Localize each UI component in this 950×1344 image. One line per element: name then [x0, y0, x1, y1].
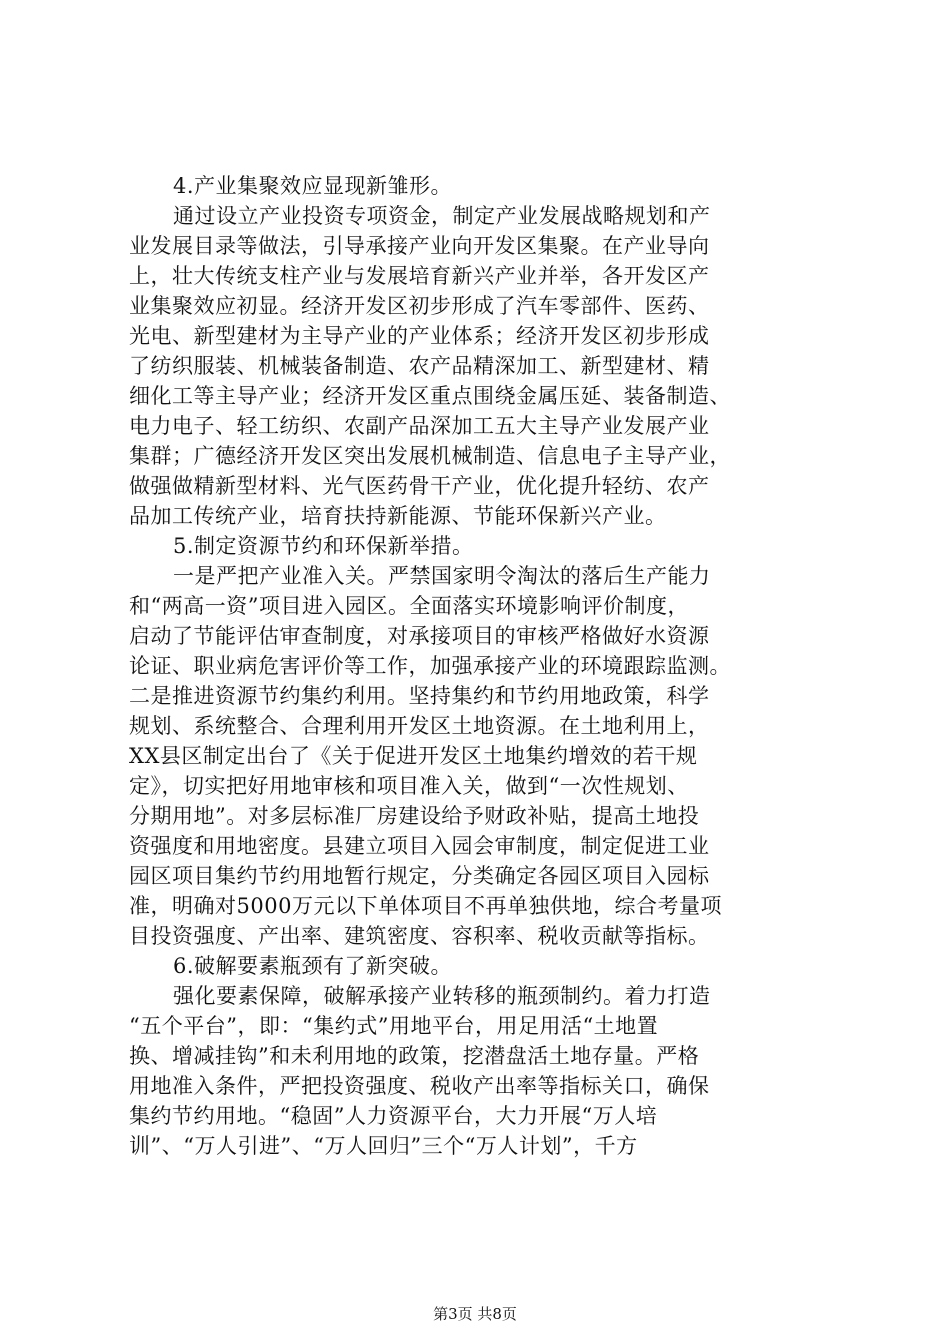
paragraph-line: 业集聚效应初显。经济开发区初步形成了汽车零部件、医药、 — [129, 294, 710, 318]
heading-section-5: 5.制定资源节约和环保新举措。 — [173, 534, 474, 558]
paragraph-line: 目投资强度、产出率、建筑密度、容积率、税收贡献等指标。 — [129, 924, 710, 948]
paragraph-line: 准，明确对5000万元以下单体项目不再单独供地，综合考量项 — [129, 894, 722, 918]
paragraph-line: 细化工等主导产业；经济开发区重点围绕金属压延、装备制造、 — [129, 384, 731, 408]
paragraph-line: 通过设立产业投资专项资金，制定产业发展战略规划和产 — [173, 204, 711, 228]
paragraph-line: 园区项目集约节约用地暂行规定，分类确定各园区项目入园标 — [129, 864, 710, 888]
paragraph-line: 用地准入条件，严把投资强度、税收产出率等指标关口，确保 — [129, 1074, 710, 1098]
paragraph-line: 业发展目录等做法，引导承接产业向开发区集聚。在产业导向 — [129, 234, 710, 258]
paragraph-line: 和“两高一资”项目进入园区。全面落实环境影响评价制度， — [129, 594, 689, 618]
page-number-footer: 第3页 共8页 — [433, 1305, 517, 1323]
paragraph-line: 上，壮大传统支柱产业与发展培育新兴产业并举，各开发区产 — [129, 264, 710, 288]
paragraph-line: 集群；广德经济开发区突出发展机械制造、信息电子主导产业， — [129, 444, 731, 468]
paragraph-line: “五个平台”，即：“集约式”用地平台，用足用活“土地置 — [129, 1014, 659, 1038]
paragraph-line: 启动了节能评估审查制度，对承接项目的审核严格做好水资源 — [129, 624, 710, 648]
paragraph-line: 做强做精新型材料、光气医药骨干产业，优化提升轻纺、农产 — [129, 474, 710, 498]
paragraph-line: 换、增减挂钩”和未利用地的政策，挖潜盘活土地存量。严格 — [129, 1044, 700, 1068]
paragraph-line: 集约节约用地。“稳固”人力资源平台，大力开展“万人培 — [129, 1104, 658, 1128]
paragraph-line: 二是推进资源节约集约利用。坚持集约和节约用地政策，科学 — [129, 684, 710, 708]
paragraph-line: 资强度和用地密度。县建立项目入园会审制度，制定促进工业 — [129, 834, 710, 858]
paragraph-line: 品加工传统产业，培育扶持新能源、节能环保新兴产业。 — [129, 504, 667, 528]
paragraph-line: 强化要素保障，破解承接产业转移的瓶颈制约。着力打造 — [173, 984, 711, 1008]
paragraph-line: 分期用地”。对多层标准厂房建设给予财政补贴，提高土地投 — [129, 804, 700, 828]
paragraph-line: 规划、系统整合、合理利用开发区土地资源。在土地利用上， — [129, 714, 710, 738]
paragraph-line: 电力电子、轻工纺织、农副产品深加工五大主导产业发展产业 — [129, 414, 710, 438]
paragraph-line: 光电、新型建材为主导产业的产业体系；经济开发区初步形成 — [129, 324, 710, 348]
heading-section-6: 6.破解要素瓶颈有了新突破。 — [173, 954, 453, 978]
paragraph-line: 定》，切实把好用地审核和项目准入关，做到“一次性规划、 — [129, 774, 689, 798]
paragraph-line: 论证、职业病危害评价等工作，加强承接产业的环境跟踪监测。 — [129, 654, 731, 678]
paragraph-line: 了纺织服装、机械装备制造、农产品精深加工、新型建材、精 — [129, 354, 710, 378]
paragraph-line: XX县区制定出台了《关于促进开发区土地集约增效的若干规 — [129, 744, 698, 768]
heading-section-4: 4.产业集聚效应显现新雏形。 — [173, 174, 453, 198]
body-text — [129, 171, 849, 1161]
paragraph-line: 训”、“万人引进”、“万人回归”三个“万人计划”，千方 — [129, 1134, 638, 1158]
paragraph-line: 一是严把产业准入关。严禁国家明令淘汰的落后生产能力 — [173, 564, 711, 588]
